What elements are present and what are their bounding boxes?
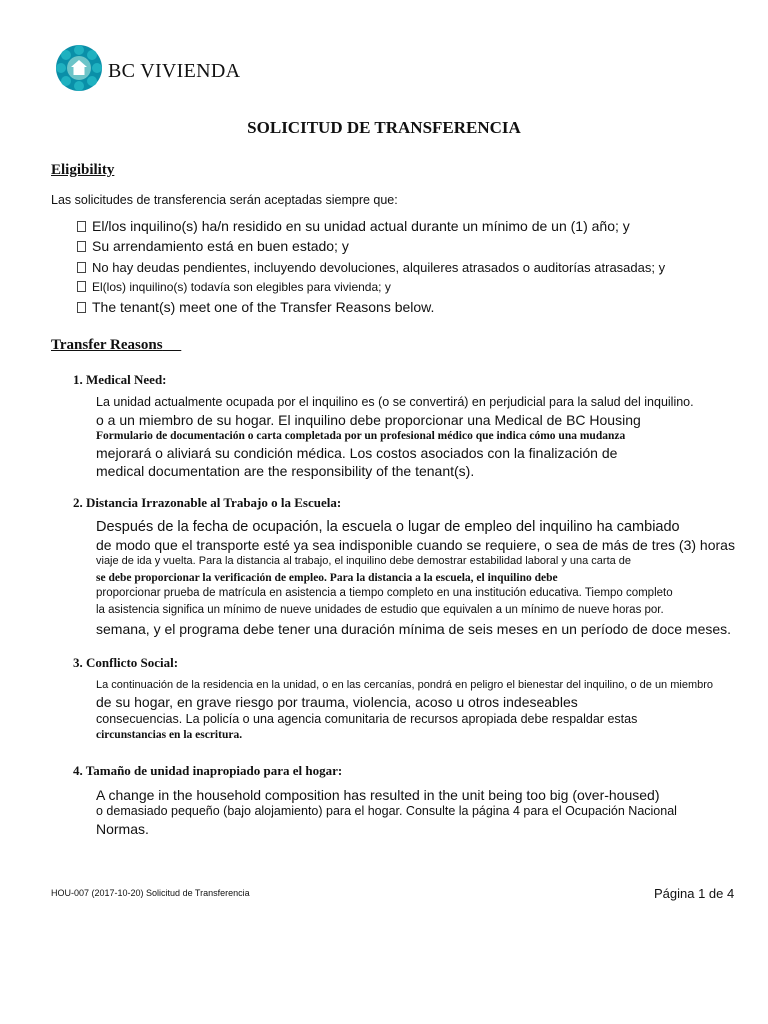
checkbox-icon: [77, 221, 86, 232]
paragraph-line: la asistencia significa un mínimo de nueve unidades de estudio que equivalen a un mínimo de nueve horas por.: [96, 604, 664, 616]
reason-title-unit-size: 4. Tamaño de unidad inapropiado para el hogar:: [73, 763, 343, 778]
paragraph-line: Formulario de documentación o carta completada por un profesional médico que indica cómo una mudanza: [96, 430, 626, 442]
list-item: The tenant(s) meet one of the Transfer Reasons below.: [77, 299, 434, 315]
reason-title-social: 3. Conflicto Social:: [73, 655, 179, 670]
list-item: Su arrendamiento está en buen estado; y: [77, 238, 349, 254]
checkbox-icon: [77, 262, 86, 273]
paragraph-line: circunstancias en la escritura.: [96, 729, 243, 741]
list-item: El/los inquilino(s) ha/n residido en su unidad actual durante un mínimo de un (1) año; y: [77, 218, 630, 234]
paragraph-line: A change in the household composition has resulted in the unit being too big (over-housed): [96, 787, 660, 803]
paragraph-line: Después de la fecha de ocupación, la escuela o lugar de empleo del inquilino ha cambiado: [96, 519, 680, 535]
transfer-reasons-heading: Transfer Reasons: [51, 337, 163, 353]
list-item: El(los) inquilino(s) todavía son elegibles para vivienda; y: [77, 280, 391, 294]
paragraph-line: o a un miembro de su hogar. El inquilino debe proporcionar una Medical de BC Housing: [96, 412, 641, 428]
paragraph-line: de su hogar, en grave riesgo por trauma, violencia, acoso u otros indeseables: [96, 694, 578, 710]
paragraph-line: o demasiado pequeño (bajo alojamiento) para el hogar. Consulte la página 4 para el Ocupación Nacional: [96, 804, 677, 818]
checkbox-icon: [77, 302, 86, 313]
brand-name: BC VIVIENDA: [108, 60, 241, 82]
reason-title-medical: 1. Medical Need:: [73, 372, 167, 387]
paragraph-line: semana, y el programa debe tener una duración mínima de seis meses en un período de doce meses.: [96, 621, 732, 637]
footer-page-number: Página 1 de 4: [654, 886, 735, 901]
paragraph-line: consecuencias. La policía o una agencia comunitaria de recursos apropiada debe respaldar estas: [96, 712, 638, 726]
paragraph-line: viaje de ida y vuelta. Para la distancia al trabajo, el inquilino debe demostrar estabilidad laboral y una carta de: [96, 555, 632, 567]
list-item: No hay deudas pendientes, incluyendo devoluciones, alquileres atrasados o auditorías atrasadas; y: [77, 260, 665, 275]
paragraph-line: de modo que el transporte esté ya sea indisponible cuando se requiere, o sea de más de tres (3) horas: [96, 537, 735, 553]
checkbox-icon: [77, 281, 86, 292]
eligibility-heading: Eligibility: [51, 162, 115, 178]
page-title: SOLICITUD DE TRANSFERENCIA: [247, 118, 521, 137]
footer-form-code: HOU-007 (2017-10-20) Solicitud de Transferencia: [51, 888, 250, 898]
bc-housing-logo: [55, 44, 103, 92]
paragraph-line: La unidad actualmente ocupada por el inquilino es (o se convertirá) en perjudicial para la salud del inquilino.: [96, 395, 694, 409]
paragraph-line: La continuación de la residencia en la unidad, o en las cercanías, pondrá en peligro el bienestar del inquilino, o de un miembro: [96, 679, 714, 691]
paragraph-line: Normas.: [96, 821, 149, 837]
eligibility-intro: Las solicitudes de transferencia serán aceptadas siempre que:: [51, 193, 398, 207]
paragraph-line: proporcionar prueba de matrícula en asistencia a tiempo completo en una institución educativa. Tiempo completo: [96, 587, 673, 599]
paragraph-line: se debe proporcionar la verificación de empleo. Para la distancia a la escuela, el inquilino debe: [96, 572, 558, 584]
checkbox-icon: [77, 241, 86, 252]
reason-title-distance: 2. Distancia Irrazonable al Trabajo o la Escuela:: [73, 495, 342, 510]
paragraph-line: medical documentation are the responsibility of the tenant(s).: [96, 463, 475, 479]
paragraph-line: mejorará o aliviará su condición médica. Los costos asociados con la finalización de: [96, 445, 618, 461]
